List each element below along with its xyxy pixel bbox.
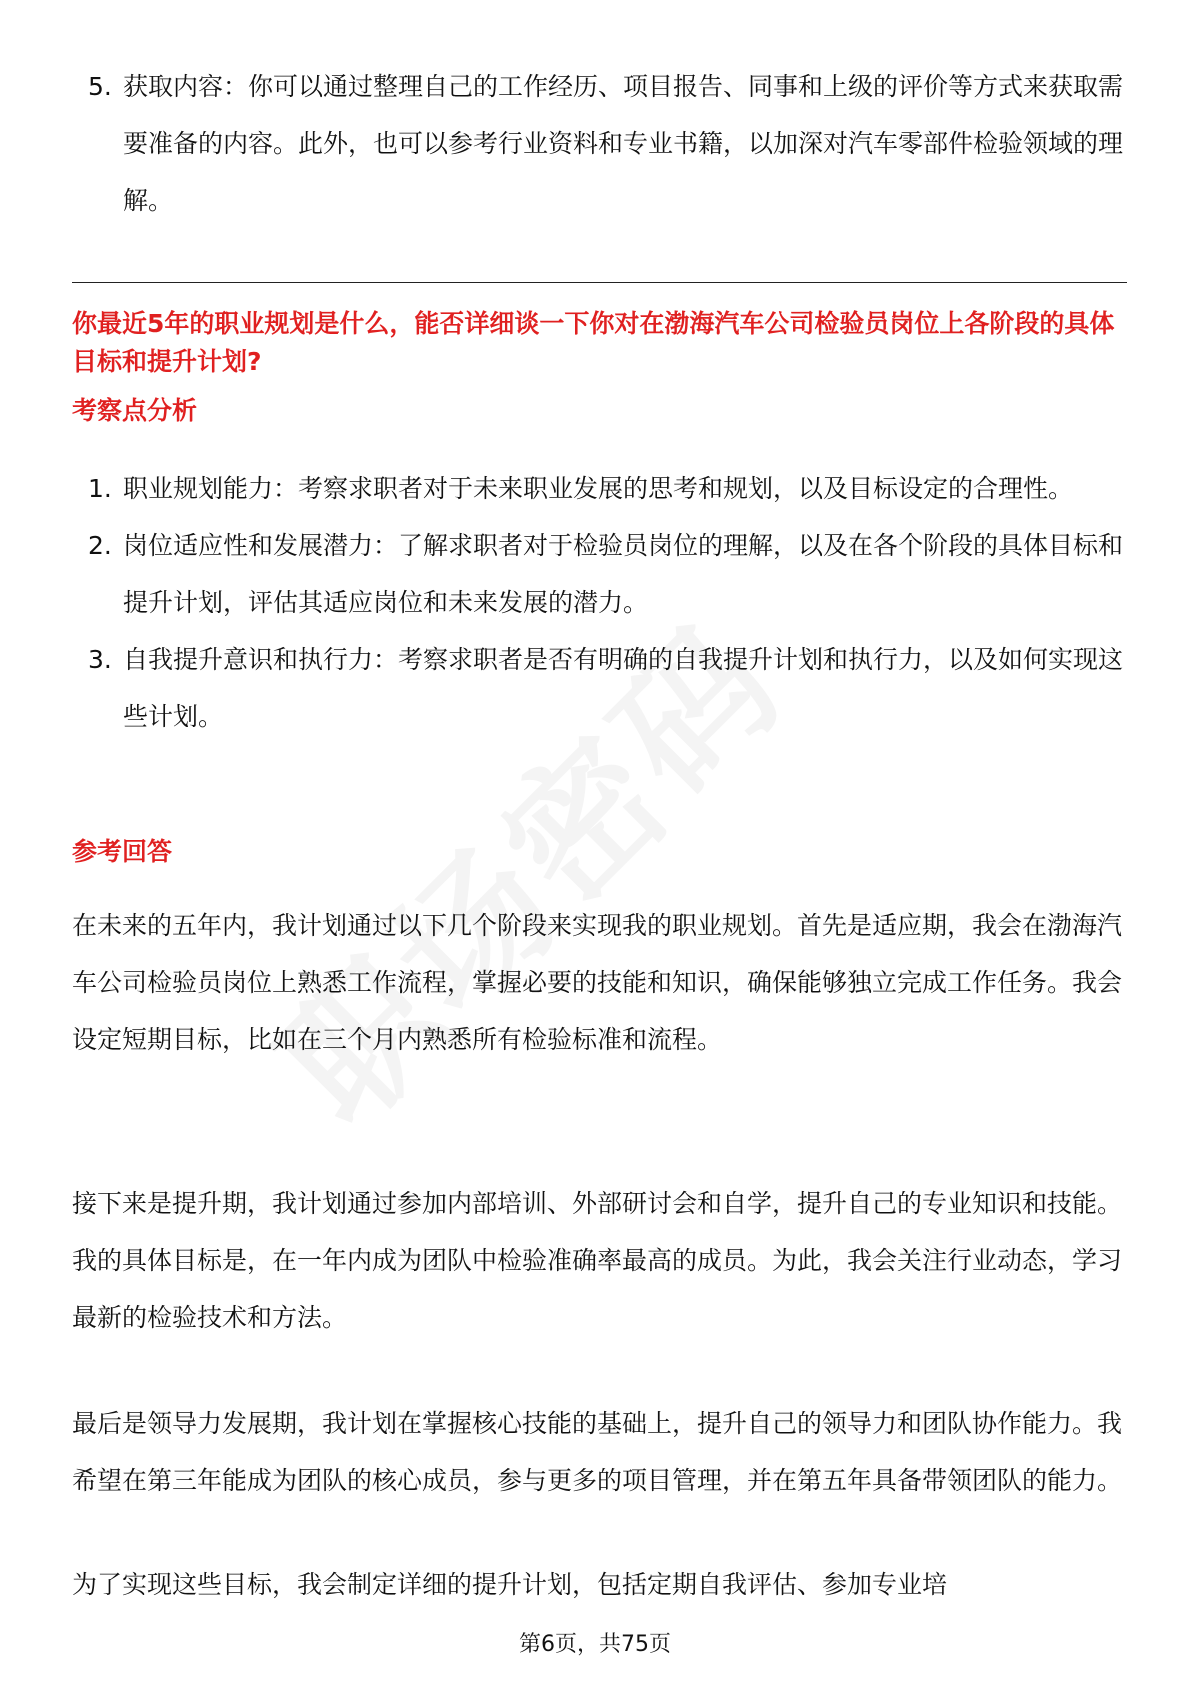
analysis-heading: 考察点分析 (72, 396, 198, 425)
list-item (78, 517, 1128, 631)
page-footer: 第6页，共75页 (519, 1632, 671, 1657)
list-item (78, 58, 1128, 229)
list-text: 岗位适应性和发展潜力：了解求职者对于检验员岗位的理解，以及在各个阶段的具体目标和提升计划，评估其适应岗位和未来发展的潜力。 (123, 531, 1124, 617)
answer-heading: 参考回答 (72, 837, 173, 866)
list-number: 1. (88, 474, 112, 503)
answer-paragraph: 为了实现这些目标，我会制定详细的提升计划，包括定期自我评估、参加专业培 (72, 1570, 948, 1599)
answer-paragraph: 在未来的五年内，我计划通过以下几个阶段来实现我的职业规划。首先是适应期，我会在渤海汽车公司检验员岗位上熟悉工作流程，掌握必要的技能和知识，确保能够独立完成工作任务。我会设定短期目标，比如在三个月内熟悉所有检验标准和流程。 (72, 911, 1123, 1054)
list-number: 5. (88, 72, 112, 101)
previous-list (78, 58, 1128, 229)
list-text: 自我提升意识和执行力：考察求职者是否有明确的自我提升计划和执行力，以及如何实现这些计划。 (123, 645, 1124, 731)
list-text: 职业规划能力：考察求职者对于未来职业发展的思考和规划，以及目标设定的合理性。 (123, 474, 1074, 503)
list-text: 获取内容：你可以通过整理自己的工作经历、项目报告、同事和上级的评价等方式来获取需要准备的内容。此外，也可以参考行业资料和专业书籍，以加深对汽车零部件检验领域的理解。 (123, 72, 1124, 215)
list-item (78, 631, 1128, 745)
list-number: 2. (88, 531, 112, 560)
question-title: 你最近5年的职业规划是什么，能否详细谈一下你对在渤海汽车公司检验员岗位上各阶段的具体目标和提升计划? (72, 309, 1115, 376)
analysis-list (78, 460, 1128, 745)
list-item (78, 460, 1128, 517)
list-number: 3. (88, 645, 112, 674)
section-divider (72, 282, 1127, 283)
answer-paragraph: 接下来是提升期，我计划通过参加内部培训、外部研讨会和自学，提升自己的专业知识和技能。我的具体目标是，在一年内成为团队中检验准确率最高的成员。为此，我会关注行业动态，学习最新的检验技术和方法。 (72, 1189, 1123, 1332)
answer-paragraph: 最后是领导力发展期，我计划在掌握核心技能的基础上，提升自己的领导力和团队协作能力。我希望在第三年能成为团队的核心成员，参与更多的项目管理，并在第五年具备带领团队的能力。 (72, 1409, 1123, 1495)
